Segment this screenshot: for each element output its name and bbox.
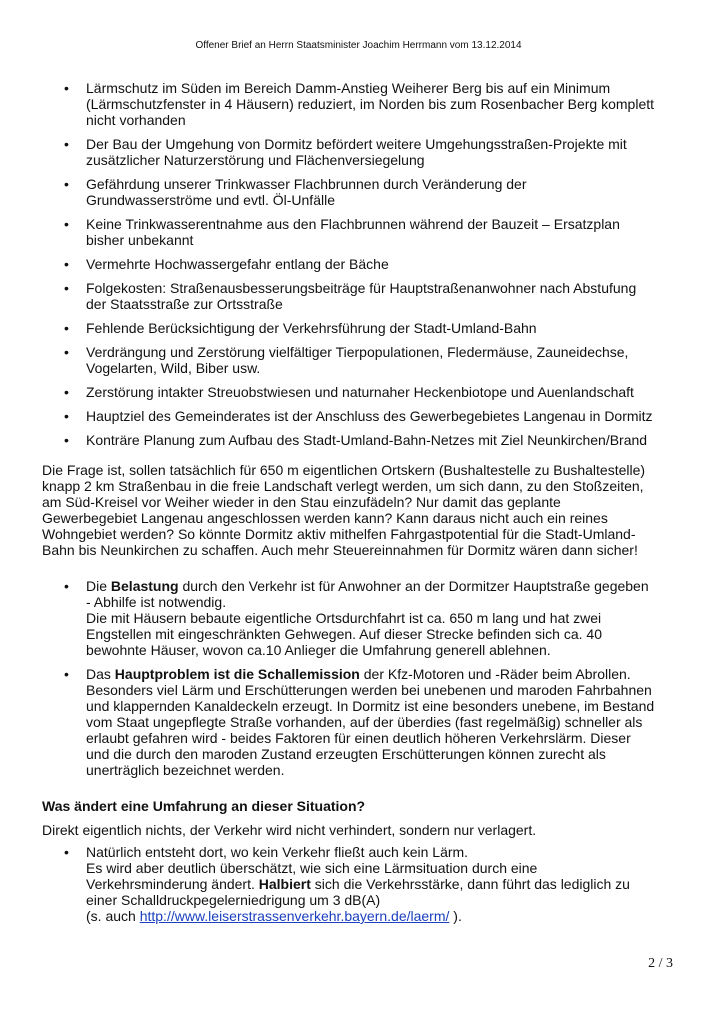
list-item-concern: • Vermehrte Hochwassergefahr entlang der Bäche — [42, 256, 682, 272]
list-item-concern: • Hauptziel des Gemeinderates ist der Anschluss des Gewerbegebietes Langenau in Dormitz — [42, 408, 682, 424]
page-number: 2 / 3 — [648, 956, 673, 971]
section-heading: Was ändert eine Umfahrung an dieser Situation? — [42, 798, 366, 814]
list-item-concern: • Konträre Planung zum Aufbau des Stadt-Umland-Bahn-Netzes mit Ziel Neunkirchen/Brand — [42, 432, 682, 448]
list-item-concern: • Fehlende Berücksichtigung der Verkehrsführung der Stadt-Umland-Bahn — [42, 320, 682, 336]
list-item-concern: • Keine Trinkwasserentnahme aus den Flachbrunnen während der Bauzeit – Ersatzplan bisher unbekannt — [42, 216, 682, 248]
intro-text: Direkt eigentlich nichts, der Verkehr wird nicht verhindert, sondern nur verlagert. — [42, 822, 537, 838]
laerm-link[interactable]: http://www.leiserstrassenverkehr.bayern.de/laerm/ — [139, 908, 450, 924]
list-item-concern: • Gefährdung unserer Trinkwasser Flachbrunnen durch Veränderung der Grundwasserströme und evtl. Öl-Unfälle — [42, 176, 682, 208]
bullet-list-situation — [42, 578, 682, 778]
page-body — [42, 80, 682, 924]
list-item-belastung: • Die Belastung durch den Verkehr ist für Anwohner an der Dormitzer Hauptstraße gegeben - Abhilfe ist notwendig. Die mit Häusern bebaute eigentliche Ortsdurchfahrt ist ca. 650 m lang und hat zwei Engstellen mit eingeschränkten Gehwegen. Auf dieser Strecke befinden sich ca. 40 bewohnte Häuser, wovon ca.10 Anlieger die Umfahrung generell ablehnen. — [42, 578, 682, 658]
list-item-laerm: • Natürlich entsteht dort, wo kein Verkehr fließt auch kein Lärm. Es wird aber deutlich überschätzt, wie sich eine Lärmsituation durch eine Verkehrsminderung ändert. Halbiert sich die Verkehrsstärke, dann führt das lediglich zu einer Schalldruckpegelerniedrigung um 3 dB(A) (s. auch http://www.leiserstrassenverkehr.bayern.de/laerm/ ). — [42, 844, 682, 924]
list-item-hauptproblem: • Das Hauptproblem ist die Schallemission der Kfz-Motoren und -Räder beim Abrollen. Besonders viel Lärm und Erschütterungen werden bei unebenen und maroden Fahrbahnen und klappernden Kanaldeckeln erzeugt. In Dormitz ist eine besonders unebene, im Bestand vom Staat ungepflegte Straße vorhanden, auf der überdies (fast regelmäßig) schneller als erlaubt gefahren wird - beides Faktoren für einen deutlich höheren Verkehrslärm. Dieser und die durch den maroden Zustand erzeugten Erschütterungen können zurecht als unerträglich bezeichnet werden. — [42, 666, 682, 778]
letter-header: Offener Brief an Herrn Staatsminister Joachim Herrmann vom 13.12.2014 — [195, 40, 522, 51]
list-item-concern: • Zerstörung intakter Streuobstwiesen und naturnaher Heckenbiotope und Auenlandschaft — [42, 384, 682, 400]
bullet-list-concerns — [42, 80, 682, 448]
paragraph-question: Die Frage ist, sollen tatsächlich für 650 m eigentlichen Ortskern (Bushaltestelle zu Bushaltestelle) knapp 2 km Straßenbau in die freie Landschaft verlegt werden, um sich dann, zu den Stoßzeiten, am Süd-Kreisel vor Weiher wieder in den Stau einzufädeln? Nur damit das geplante Gewerbegebiet Langenau angeschlossen werden kann? Kann daraus nicht auch ein reines Wohngebiet werden? So könnte Dormitz aktiv mithelfen Fahrgastpotential für die Stadt-Umland- Bahn bis Neunkirchen zu schaffen. Auch mehr Steuereinnahmen für Dormitz wären dann sicher! — [42, 462, 646, 558]
list-item-concern: • Folgekosten: Straßenausbesserungsbeiträge für Hauptstraßenanwohner nach Abstufung der Staatsstraße zur Ortsstraße — [42, 280, 682, 312]
bullet-list-umfahrung — [42, 844, 682, 924]
list-item-concern: • Verdrängung und Zerstörung vielfältiger Tierpopulationen, Fledermäuse, Zauneidechse, Vogelarten, Wild, Biber usw. — [42, 344, 682, 376]
list-item-concern: • Der Bau der Umgehung von Dormitz befördert weitere Umgehungsstraßen-Projekte mit zusätzlicher Naturzerstörung und Flächenversiegelung — [42, 136, 682, 168]
list-item-concern: • Lärmschutz im Süden im Bereich Damm-Anstieg Weiherer Berg bis auf ein Minimum (Lärmschutzfenster in 4 Häusern) reduziert, im Norden bis zum Rosenbacher Berg komplett nicht vorhanden — [42, 80, 682, 128]
